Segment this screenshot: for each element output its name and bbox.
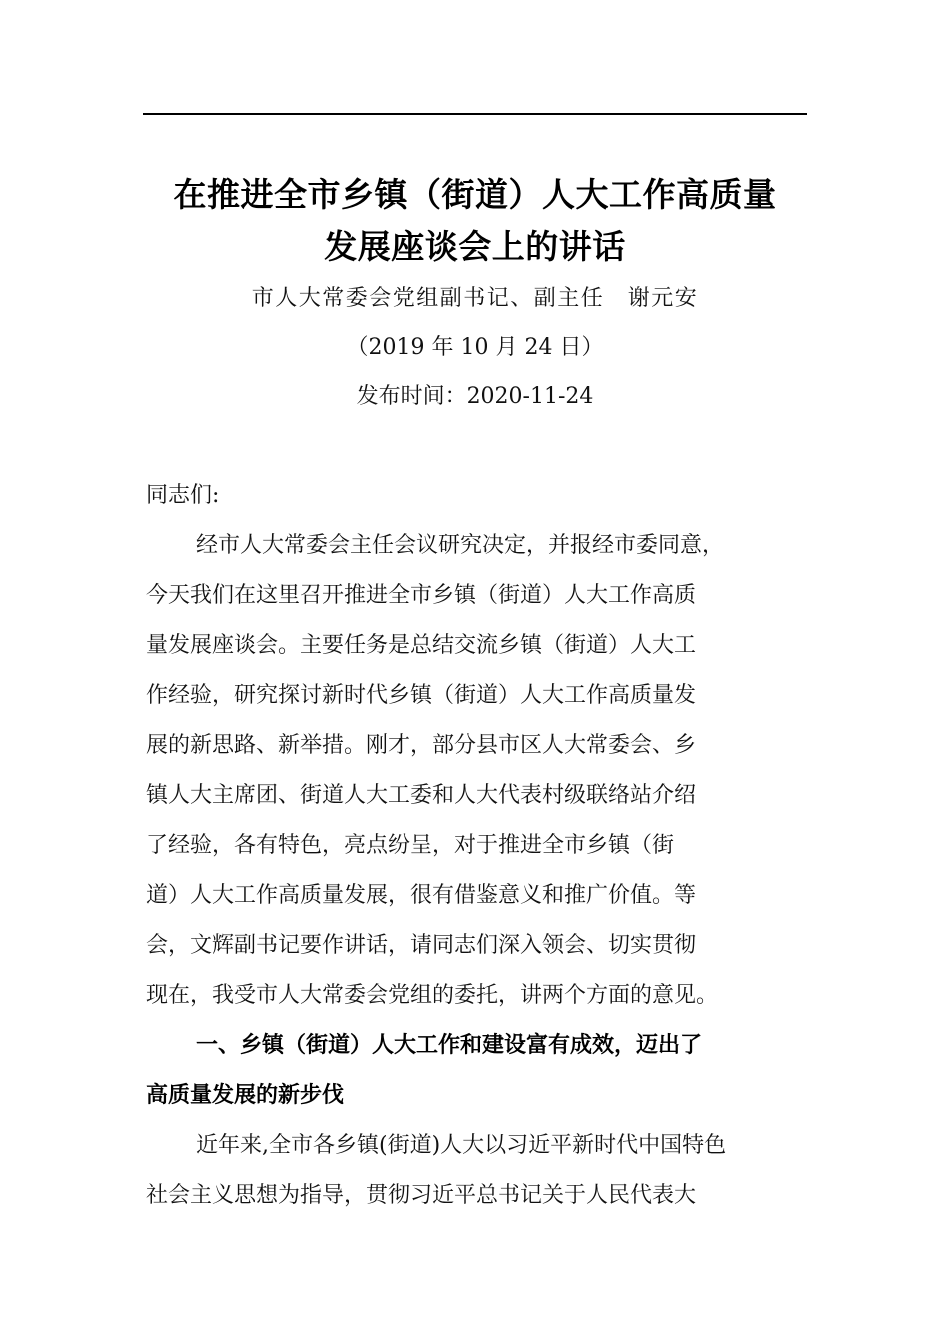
- author-line: 市人大常委会党组副书记、副主任 谢元安: [251, 286, 699, 311]
- paragraph-1-line: 现在，我受市人大常委会党组的委托，讲两个方面的意见。: [146, 983, 719, 1008]
- header-rule: [143, 113, 807, 115]
- salutation: 同志们:: [146, 483, 220, 508]
- paragraph-1-line: 量发展座谈会。主要任务是总结交流乡镇（街道）人大工: [146, 633, 697, 658]
- paragraph-1-line: 经市人大常委会主任会议研究决定，并报经市委同意，: [196, 533, 725, 558]
- paragraph-1-line: 会，文辉副书记要作讲话，请同志们深入领会、切实贯彻: [146, 933, 697, 958]
- document-title-line-2: 发展座谈会上的讲话: [324, 227, 626, 266]
- section-heading-1-line: 一、乡镇（街道）人大工作和建设富有成效，迈出了: [196, 1033, 703, 1058]
- paragraph-1-line: 今天我们在这里召开推进全市乡镇（街道）人大工作高质: [146, 583, 697, 608]
- document-title-line-1: 在推进全市乡镇（街道）人大工作高质量: [173, 175, 777, 214]
- paragraph-1-line: 道）人大工作高质量发展，很有借鉴意义和推广价值。等: [146, 883, 697, 908]
- section-heading-1-line: 高质量发展的新步伐: [146, 1083, 345, 1108]
- paragraph-1-line: 作经验，研究探讨新时代乡镇（街道）人大工作高质量发: [146, 683, 697, 708]
- paragraph-2-line: 近年来,全市各乡镇(街道)人大以习近平新时代中国特色: [196, 1133, 727, 1158]
- paragraph-1-line: 了经验，各有特色，亮点纷呈，对于推进全市乡镇（街: [146, 833, 675, 858]
- paragraph-1-line: 展的新思路、新举措。刚才，部分县市区人大常委会、乡: [146, 733, 697, 758]
- paragraph-2-line: 社会主义思想为指导，贯彻习近平总书记关于人民代表大: [146, 1183, 697, 1208]
- speech-date: （2019 年 10 月 24 日）: [346, 335, 604, 360]
- publish-time: 发布时间：2020-11-24: [356, 384, 594, 409]
- paragraph-1-line: 镇人大主席团、街道人大工委和人大代表村级联络站介绍: [146, 783, 697, 808]
